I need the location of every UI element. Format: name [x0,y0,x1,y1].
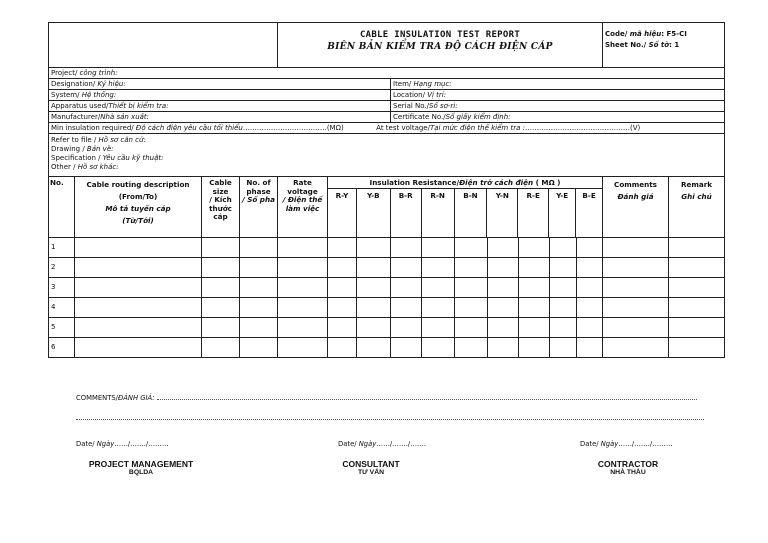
row-cell[interactable] [278,298,328,318]
row-cell[interactable] [669,338,725,358]
table-row [49,318,725,338]
row-cell[interactable] [603,258,669,278]
row-cell[interactable] [603,238,669,258]
location-field[interactable]: Location/ Vị trí: [391,90,725,101]
row-cell[interactable] [328,258,357,278]
row-cell[interactable] [391,258,422,278]
row-cell[interactable] [75,258,202,278]
system-row [49,90,725,101]
row-cell[interactable] [240,238,278,258]
row-cell[interactable] [240,298,278,318]
title-vi: BIÊN BẢN KIỂM TRA ĐỘ CÁCH ĐIỆN CÁP [327,42,553,52]
min-insulation-row [49,123,725,134]
comments-line-1[interactable] [157,399,697,400]
row-cell[interactable] [488,298,519,318]
row-cell[interactable] [75,238,202,258]
row-cell[interactable] [422,318,455,338]
col-no: No. [49,177,75,238]
row-cell[interactable] [603,338,669,358]
row-cell[interactable] [603,278,669,298]
row-cell[interactable] [603,318,669,338]
col-remark: Remark Ghi chú [669,177,725,238]
col-ir-b-r: B-R [391,189,422,237]
table-row [49,298,725,318]
date-contractor[interactable]: Date/ Ngày……/……./……… [580,440,673,448]
row-cell[interactable] [669,238,725,258]
row-cell[interactable] [550,258,577,278]
comments-section: COMMENTS/ĐÁNH GIÁ: [48,394,724,422]
row-cell[interactable] [669,298,725,318]
row-cell[interactable] [391,238,422,258]
row-cell[interactable] [669,258,725,278]
col-ir-y-b: Y-B [357,189,391,237]
row-cell[interactable] [422,238,455,258]
col-phase: No. of phase / Số pha [240,177,278,238]
row-cell[interactable] [75,278,202,298]
row-cell[interactable] [488,278,519,298]
comments-line-2[interactable] [76,419,704,420]
row-cell[interactable] [278,278,328,298]
col-routing: Cable routing description (From/To) Mô tả tuyến cáp (Từ/Tới) [75,177,202,238]
row-number: 2 [49,258,75,278]
row-cell[interactable] [391,298,422,318]
system-field[interactable]: System/ Hệ thống: [49,90,391,101]
row-cell[interactable] [455,318,488,338]
col-ir-b-n: B-N [455,189,488,237]
data-rows [49,238,725,358]
col-ir-r-e: R-E [518,189,549,237]
serial-field[interactable]: Serial No./Số sơ-ri: [391,101,725,112]
row-number: 6 [49,338,75,358]
row-cell[interactable] [488,258,519,278]
row-cell[interactable] [519,258,550,278]
row-cell[interactable] [669,278,725,298]
col-ir-y-n: Y-N [487,189,518,237]
row-cell[interactable] [488,238,519,258]
col-insulation-resistance: Insulation Resistance/Điện trở cách điện ( MΩ ) R-Y Y-B B-R R-N B-N Y-N R-E Y-E B-E [328,177,603,238]
row-cell[interactable] [422,298,455,318]
row-cell[interactable] [577,298,603,318]
row-cell[interactable] [202,318,240,338]
row-cell[interactable] [391,278,422,298]
row-cell[interactable] [328,278,357,298]
row-cell[interactable] [391,338,422,358]
manufacturer-field[interactable]: Manufacturer/Nhà sản xuất: [49,112,391,123]
apparatus-field[interactable]: Apparatus used/Thiết bị kiểm tra: [49,101,391,112]
min-insulation-field[interactable]: Min insulation required/ Độ cách điện yêu cầu tối thiểu………………………………(MΩ) At test voltage/Tại mức điện thế kiểm tra :………………………………………(V) [49,123,725,134]
designation-row [49,79,725,90]
signature-consultant: CONSULTANT TƯ VẤN [342,459,400,476]
table-row [49,258,725,278]
row-cell[interactable] [669,318,725,338]
row-cell[interactable] [202,298,240,318]
row-cell[interactable] [240,278,278,298]
row-cell[interactable] [357,338,391,358]
row-cell[interactable] [577,278,603,298]
table-row [49,278,725,298]
certificate-field[interactable]: Certificate No./Số giấy kiểm định: [391,112,725,123]
row-cell[interactable] [422,278,455,298]
col-ir-r-n: R-N [422,189,455,237]
project-row [49,68,725,79]
col-rate-voltage: Rate voltage / Điện thế làm việc [278,177,328,238]
row-cell[interactable] [75,298,202,318]
refer-field[interactable]: Refer to file / Hồ sơ căn cứ: Drawing / Bản vẽ: Specification / Yêu cầu kỹ thuật: Other / Hồ sơ khác: [49,134,725,177]
row-cell[interactable] [278,318,328,338]
designation-field[interactable]: Designation/ Ký hiệu: [49,79,391,90]
row-cell[interactable] [519,338,550,358]
row-cell[interactable] [603,298,669,318]
row-cell[interactable] [391,318,422,338]
refer-row [49,134,725,177]
row-cell[interactable] [278,258,328,278]
row-cell[interactable] [455,278,488,298]
row-cell[interactable] [202,238,240,258]
row-cell[interactable] [550,318,577,338]
row-cell[interactable] [357,298,391,318]
row-cell[interactable] [455,298,488,318]
col-ir-r-y: R-Y [328,189,357,237]
row-cell[interactable] [240,338,278,358]
row-cell[interactable] [550,238,577,258]
col-comments: Comments Đánh giá [603,177,669,238]
row-cell[interactable] [75,318,202,338]
row-cell[interactable] [455,338,488,358]
row-cell[interactable] [550,278,577,298]
logo-cell [49,23,278,68]
row-cell[interactable] [240,258,278,278]
signature-project-management: PROJECT MANAGEMENT BQLDA [88,459,194,476]
date-consultant[interactable]: Date/ Ngày……/……./……. [338,440,426,448]
row-cell[interactable] [550,338,577,358]
table-row [49,338,725,358]
row-cell[interactable] [357,318,391,338]
row-number: 1 [49,238,75,258]
report-title [278,23,603,68]
table-row [49,238,725,258]
row-cell[interactable] [202,258,240,278]
date-pm[interactable]: Date/ Ngày……/……./……… [76,440,169,448]
col-cable-size: Cable size / Kích thước cáp [202,177,240,238]
title-en: CABLE INSULATION TEST REPORT [359,30,521,40]
row-cell[interactable] [455,238,488,258]
col-ir-y-e: Y-E [549,189,576,237]
row-cell[interactable] [328,298,357,318]
row-cell[interactable] [202,338,240,358]
row-cell[interactable] [328,318,357,338]
row-cell[interactable] [278,238,328,258]
row-cell[interactable] [577,258,603,278]
row-cell[interactable] [328,338,357,358]
header-row [49,23,725,68]
row-number: 5 [49,318,75,338]
row-number: 4 [49,298,75,318]
row-cell[interactable] [202,278,240,298]
row-number: 3 [49,278,75,298]
row-cell[interactable] [75,338,202,358]
row-cell[interactable] [278,338,328,358]
signature-contractor: CONTRACTOR NHÀ THẦU [597,459,659,476]
row-cell[interactable] [488,318,519,338]
row-cell[interactable] [577,238,603,258]
row-cell[interactable] [519,298,550,318]
item-field[interactable]: Item/ Hạng mục: [391,79,725,90]
comments-label: COMMENTS/ [76,394,118,402]
column-header-row [49,177,725,238]
row-cell[interactable] [328,238,357,258]
row-cell[interactable] [577,318,603,338]
row-cell[interactable] [422,338,455,358]
apparatus-row [49,101,725,112]
row-cell[interactable] [577,338,603,358]
row-cell[interactable] [550,298,577,318]
row-cell[interactable] [519,318,550,338]
row-cell[interactable] [240,318,278,338]
report-sheet [48,22,724,476]
code-cell: Code/ mã hiệu: F5-CI Sheet No./ Số tờ: 1 [603,23,725,68]
project-field[interactable]: Project/ công trình: [49,68,725,79]
manufacturer-row [49,112,725,123]
report-table [48,22,725,358]
row-cell[interactable] [519,278,550,298]
row-cell[interactable] [519,238,550,258]
row-cell[interactable] [357,278,391,298]
row-cell[interactable] [357,238,391,258]
row-cell[interactable] [455,258,488,278]
row-cell[interactable] [357,258,391,278]
row-cell[interactable] [488,338,519,358]
col-ir-b-e: B-E [582,191,596,200]
row-cell[interactable] [422,258,455,278]
